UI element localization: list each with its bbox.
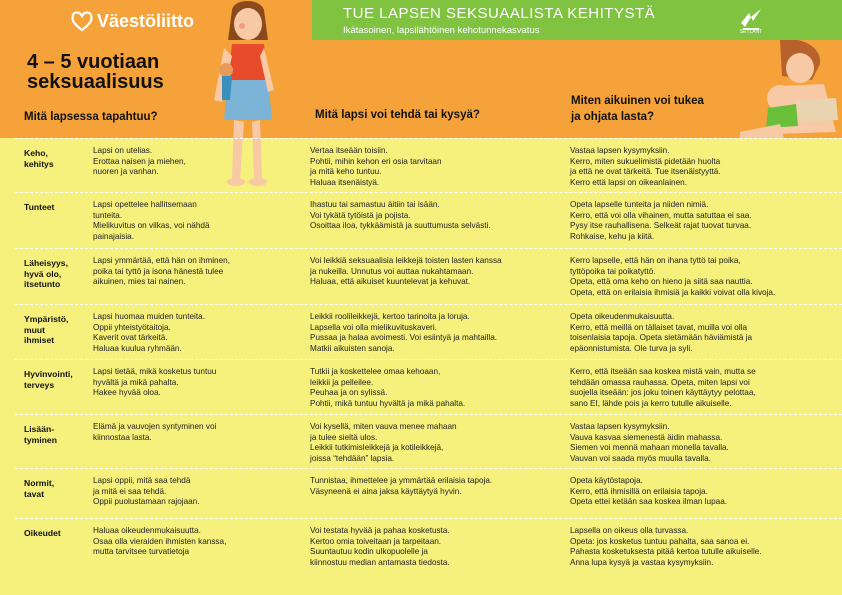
column-header-happens: Mitä lapsessa tapahtuu?: [24, 111, 158, 123]
cell-child-does: Voi testata hyvää ja pahaa kosketusta. Kertoo omia toiveitaan ja tarpeitaan. Suuntautuu kodin ulkopuolelle ja kiinnostuu median antamasta tiedosta.: [310, 526, 450, 567]
cell-adult-supports: Kerro, että itseään saa koskea mistä vain, mutta se tehdään omassa rauhassa. Opeta, miten lapsi voi suojella itseään: jos joku toinen käyttäytyy pelottaa, sano EI, lähde pois ja kerro tutulle aikuiselle.: [570, 367, 756, 408]
cell-child-does: Leikkii roolileikkejä, kertoo tarinoita ja loruja. Lapsella voi olla mielikuvituskaveri. Pussaa ja halaa avoimesti. Voi esiintyä ja mahtailla. Matkii aikuisten sanoja.: [310, 312, 498, 353]
cell-happens: Lapsi ymmärtää, että hän on ihminen, poika tai tyttö ja isona hänestä tulee aikuinen, mies tai nainen.: [93, 256, 230, 287]
ministry-logo-label: SETLANT: [739, 29, 763, 35]
table-row: [15, 518, 842, 595]
table-row: [15, 138, 842, 192]
cell-happens: Lapsi on utelias. Erottaa naisen ja miehen, nuoren ja vanhan.: [93, 146, 186, 177]
row-label: Oikeudet: [24, 528, 61, 538]
cell-adult-supports: Vastaa lapsen kysymyksiin. Vauva kasvaa siemenestä äidin mahassa. Siemen voi mennä mahaan monella tavalla. Vauvan voi saada myös muulla tavalla.: [570, 422, 729, 463]
page-title: 4 – 5 vuotiaan seksuaalisuus: [27, 51, 164, 93]
cell-child-does: Vertaa itseään toisiin. Pohtii, mihin kehon eri osia tarvitaan ja mitä keho tuntuu. Haluaa itsenäistyä.: [310, 146, 442, 187]
row-label: Hyvinvointi, terveys: [24, 369, 73, 390]
cell-happens: Haluaa oikeudenmukaisuutta. Osaa olla vieraiden ihmisten kanssa, mutta tarvitsee turvatietoja: [93, 526, 227, 557]
cell-adult-supports: Opeta lapselle tunteita ja niiden nimiä. Kerro, että voi olla vihainen, mutta satuttaa ei saa. Pysy itse rauhallisena. Selkeät rajat tuovat turvaa. Rohkaise, kehu ja kiitä.: [570, 200, 752, 241]
row-label: Tunteet: [24, 202, 55, 212]
cell-happens: Lapsi tietää, mikä kosketus tuntuu hyvältä ja mikä pahalta. Hakee hyvää oloa.: [93, 367, 217, 398]
table-row: [15, 359, 842, 414]
cell-child-does: Voi leikkiä seksuaalisia leikkejä toisten lasten kanssa ja nukeilla. Unnutus voi auttaa nukahtamaan. Haluaa, että aikuiset kuuntelevat ja kehuvat.: [310, 256, 502, 287]
row-label: Ympäristö, muut ihmiset: [24, 314, 69, 346]
cell-adult-supports: Kerro lapselle, että hän on ihana tyttö tai poika, tyttöpoika tai poikatyttö. Opeta, että oma keho on hieno ja siitä saa nauttia. Opeta, että on erilaisia ihmisiä ja kaikki voivat olla kivoja.: [570, 256, 776, 297]
table-row: [15, 304, 842, 359]
cell-adult-supports: Opeta käytöstapoja. Kerro, että ihmisillä on erilaisia tapoja. Opeta ettei ketään saa koskea ilman lupaa.: [570, 476, 728, 507]
cell-adult-supports: Lapsella on oikeus olla turvassa. Opeta: jos kosketus tuntuu pahalta, saa sanoa ei. Pahasta kosketuksesta pitää kertoa tutulle aikuiselle. Anna lupa kysyä ja vastaa kysymyksiin.: [570, 526, 762, 567]
table-row: [15, 468, 842, 518]
cell-happens: Lapsi oppii, mitä saa tehdä ja mitä ei saa tehdä. Oppii puolustamaan rajojaan.: [93, 476, 200, 507]
row-label: Keho, kehitys: [24, 148, 54, 169]
row-label: Lisään- tyminen: [24, 424, 57, 445]
cell-adult-supports: Vastaa lapsen kysymyksiin. Kerro, miten sukuelimistä pidetään huolta ja että ne ovat tärkeitä. Tue itsenäistyyttä. Kerro että lapsi on oikeanlainen.: [570, 146, 721, 187]
cell-child-does: Tutkii ja koskettelee omaa kehoaan, leikkii ja pelleilee. Peuhaa ja on sylissä. Pohtii, mikä tuntuu hyvältä ja mikä pahalta.: [310, 367, 466, 408]
cell-child-does: Tunnistaa, ihmettelee ja ymmärtää erilaisia tapoja. Väsyneenä ei aina jaksa käyttäytyä hyvin.: [310, 476, 493, 496]
logo: [70, 10, 194, 32]
banner-subtitle: Ikätasoinen, lapsilähtöinen kehotunnekasvatus: [343, 25, 540, 36]
column-header-child-does: Mitä lapsi voi tehdä tai kysyä?: [315, 109, 480, 121]
row-label: Normit, tavat: [24, 478, 55, 499]
cell-happens: Lapsi huomaa muiden tunteita. Oppii yhteistyötaitoja. Kaverit ovat tärkeitä. Haluaa kuulua ryhmään.: [93, 312, 205, 353]
table-row: [15, 248, 842, 304]
logo-heart-icon: [70, 10, 94, 32]
cell-happens: Lapsi opettelee hallitsemaan tunteita. Mielikuvitus on vilkas, voi nähdä painajaisia.: [93, 200, 210, 241]
cell-child-does: Ihastuu tai samastuu äitiin tai isään. Voi tykätä tytöistä ja pojista. Osoittaa iloa, tykkäämistä ja suuttumusta selvästi.: [310, 200, 491, 231]
logo-text: Väestöliitto: [97, 10, 195, 31]
table-row: [15, 192, 842, 248]
cell-child-does: Voi kysellä, miten vauva menee mahaan ja tulee sieltä ulos. Leikkii tutkimisleikkejä ja kotileikkejä, joissa “tehdään” lapsia.: [310, 422, 457, 463]
table-row: [15, 414, 842, 468]
kids-illustration: [740, 40, 842, 138]
row-label: Läheisyys, hyvä olo, itsetunto: [24, 258, 68, 290]
column-header-adult-supports: Miten aikuinen voi tukea ja ohjata lasta?: [571, 95, 704, 123]
banner-title: TUE LAPSEN SEKSUAALISTA KEHITYSTÄ: [343, 5, 656, 22]
cell-happens: Elämä ja vauvojen syntyminen voi kiinnostaa lasta.: [93, 422, 217, 442]
cell-adult-supports: Opeta oikeudenmukaisuutta. Kerro, että meillä on tällaiset tavat, muilla voi olla toisenlaisia tapoja. Opeta sietämään häviämistä ja epäonnistumista. Ole turva ja syli.: [570, 312, 753, 353]
